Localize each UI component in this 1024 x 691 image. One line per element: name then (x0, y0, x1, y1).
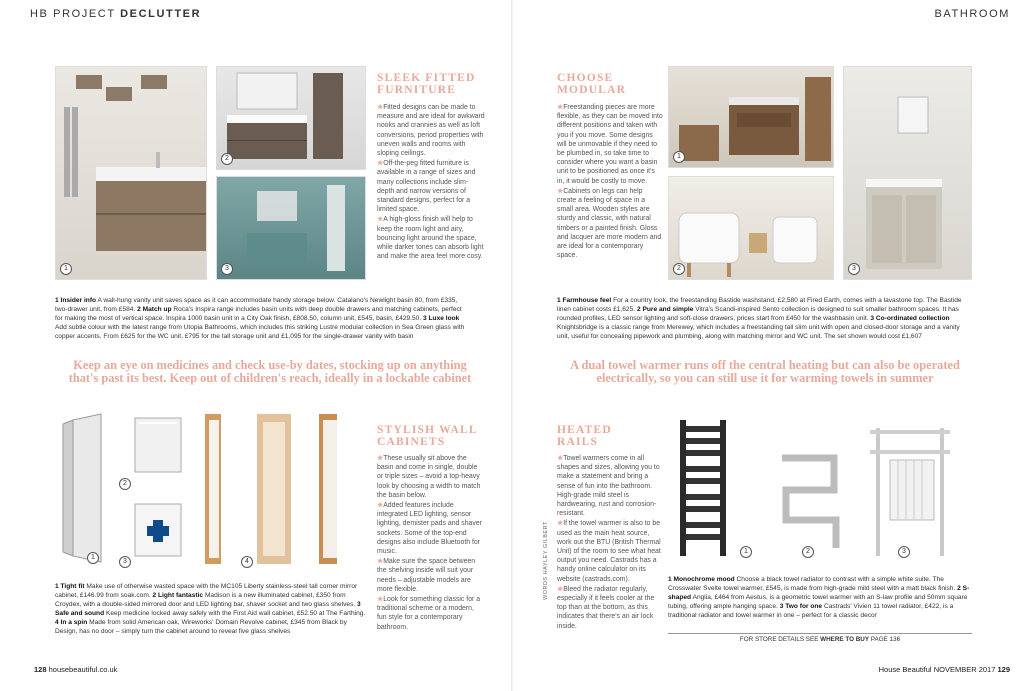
star-icon: ★ (377, 502, 384, 510)
sleek-para: ★Off-the-peg fitted furniture is available in a range of sizes and many collections include slim-depth and narrow versions of standard designs, perfect for a limited space. (377, 160, 476, 214)
footer-left (34, 665, 117, 674)
photo-vanity-unit (55, 66, 207, 280)
star-icon: ★ (377, 455, 384, 462)
photo-number: 1 (740, 546, 752, 558)
cabinet-illustrations (55, 412, 367, 568)
page-number-left: 128 (34, 665, 47, 674)
cabinet-photos (55, 412, 367, 568)
star-icon: ★ (377, 558, 384, 566)
lustre-illustration (217, 177, 366, 280)
sleek-para: ★Fitted designs can be made to measure and are ideal for awkward nooks and crannies as well as loft conversions, period properties with uneven walls and rooms with sloping ceilings. (377, 104, 485, 158)
choose-body (557, 103, 663, 281)
star-icon: ★ (557, 187, 564, 195)
photo-luxe-look (216, 176, 366, 280)
photo-match-up (216, 66, 366, 170)
photo-number: 1 (87, 552, 99, 564)
star-icon: ★ (557, 455, 564, 462)
stylish-heading: STYLISH WALL CABINETS (377, 424, 478, 448)
pull-quote-right: A dual towel warmer runs off the central heating but can also be operated electrically, so you can still use it for warming towels in summer (570, 358, 960, 385)
stylish-para: ★Look for something classic for a traditional scheme or a modern, fun style for a contemporary bathroom. (377, 596, 481, 631)
photo-number: 1 (673, 151, 685, 163)
heated-heading: HEATED RAILS (557, 424, 612, 448)
photo-number: 4 (241, 556, 253, 568)
caption-block-bottom-left (55, 582, 369, 646)
heated-para: ★Towel warmers come in all shapes and sizes, allowing you to make a statement and bring a sense of fun into the bathroom. High-grade mild steel is hardwearing, rust and corrosion-resistant. (557, 455, 660, 518)
star-icon: ★ (557, 104, 564, 111)
heated-para: ★Bleed the radiator regularly, especially if it feels cooler at the top than at the bottom, as this indicates that there's an air lock inside. (557, 585, 655, 630)
stylish-para: ★Make sure the space between the shelving inside will suit your needs – adjustable models are more flexible. (377, 558, 476, 593)
caption-block-top-left (55, 296, 471, 342)
footer-right (879, 665, 1010, 674)
caption-item: 2 S-shaped Anglia, £464 from Aestus, is a geometric towel warmer with an S-law profile and 50mm square tubing, offering ample hanging space. (668, 585, 970, 610)
photo-pure-simple (668, 176, 834, 280)
caption-item: 4 In a spin Made from solid American oak, Wireworks' Domain Revolve cabinet, £345 from Black by Design, has no door – simply turn the cabinet around to reveal five glass shelves (55, 619, 347, 635)
footer-website: housebeautiful.co.uk (48, 665, 118, 674)
caption-item: 3 Safe and sound Keep medicine locked away safely with the First Aid wall cabinet, £52.50 at The Farthing. (55, 601, 366, 617)
photo-number: 2 (802, 546, 814, 558)
sento-illustration (669, 177, 834, 280)
knightsbridge-illustration (844, 67, 972, 280)
store-details-line: FOR STORE DETAILS SEE WHERE TO BUY PAGE 136 (668, 633, 972, 643)
caption-item: 3 Co-ordinated collection Knightsbridge is a classic range from Merewey, which includes a freestanding tall slim unit with open and closed-door storage and a vanity unit, useful for concealing pipework and plumbing, along with matching mirror and WC unit. The set shown would cost £1,607 (557, 315, 960, 340)
towel-rail-illustrations (670, 420, 972, 560)
star-icon: ★ (377, 160, 384, 168)
page-fold (511, 0, 513, 691)
caption-item: 1 Insider info A wall-hung vanity unit saves space as it can accommodate handy storage below. Catalano's Newlight basin 80, from £335, two-drawer unit, from £584. (55, 297, 458, 313)
photo-number: 2 (221, 153, 233, 165)
caption-item: 2 Light fantastic Madison is a new illuminated cabinet, £350 from Croydex, with a double-sided mirrored door and LED lighting bar, shaver socket and two glass shelves. (55, 592, 356, 608)
footer-issue: NOVEMBER 2017 (933, 665, 996, 674)
caption-item: 1 Monochrome mood Choose a black towel radiator to contrast with a simple white suite. The Crosswater Svelte towel warmer, £545, is made from high-grade mild steel with a matt black finish. (668, 576, 956, 592)
footer-magazine: House Beautiful (878, 665, 932, 674)
photo-number: 2 (673, 263, 685, 275)
section-label-right: BATHROOM (934, 8, 1010, 20)
stylish-para: ★Added features include integrated LED lighting, sensor lighting, demister pads and shaver sockets. Some of the top-end designs also include Bluetooth for music. (377, 502, 482, 556)
heated-para: ★If the towel warmer is also to be used as the main heat source, work out the BTU (British Thermal Unit) of the room to see what heat output you need. Castrads has a handy online calculator on its website (castrads.com). (557, 520, 661, 583)
sleek-body (377, 103, 485, 281)
sleek-heading: SLEEK FITTED FURNITURE (377, 72, 476, 96)
photo-number: 3 (898, 546, 910, 558)
inspira-illustration (217, 67, 366, 170)
section-label-left (30, 8, 201, 20)
star-icon: ★ (377, 596, 384, 604)
heated-body (557, 454, 661, 634)
photo-farmhouse (668, 66, 834, 168)
star-icon: ★ (377, 216, 384, 224)
caption-block-bottom-right (668, 575, 972, 625)
caption-item: 1 Tight fit Make use of otherwise wasted space with the MC105 Liberty stainless-steel tall corner mirror cabinet, £146.99 from soak.com. (55, 583, 358, 599)
words-credit: WORDS HAYLEY GILBERT (543, 521, 549, 600)
caption-block-top-right (557, 296, 973, 342)
stylish-para: ★These usually sit above the basin and come in single, double or triple sizes – avoid a top-heavy look by choosing a width to match the basin below. (377, 455, 481, 499)
photo-number: 3 (119, 556, 131, 568)
photo-number: 1 (60, 263, 72, 275)
caption-item: 1 Farmhouse feel For a country look, the freestanding Bastide washstand, £2,580 at Fired Earth, comes with a lavastone top. The Bastide linen cabinet costs £1,625. (557, 297, 962, 313)
sleek-para: ★A high-gloss finish will help to keep the room light and airy, bouncing light around the space, while darker tones can absorb light and make the area feel more cosy. (377, 216, 484, 261)
pull-quote-left: Keep an eye on medicines and check use-by dates, stocking up on anything that's past its best. Keep out of children's reach, ideally in a lockable cabinet (68, 358, 472, 385)
caption-item: 3 Two for one Castrads' Vivien 11 towel radiator, £422, is a traditional radiator and towel warmer in one – perfect for a classic decor (668, 603, 954, 619)
stylish-body (377, 454, 485, 646)
vanity-illustration (56, 67, 207, 280)
bastide-illustration (669, 67, 834, 168)
star-icon: ★ (557, 585, 564, 593)
photo-number: 2 (119, 478, 131, 490)
section-bold: DECLUTTER (120, 8, 202, 20)
choose-heading: CHOOSE MODULAR (557, 72, 627, 96)
caption-item: 2 Match up Roca's Inspira range includes basin units with deep double drawers and matching cabinets, perfect for making the most of vertical space. Inspira 1000 basin unit in a City Oak finish, £808.50, column unit, £545, basin, £429.50. (55, 306, 462, 322)
page-number-right: 129 (997, 665, 1010, 674)
photo-number: 3 (221, 263, 233, 275)
photo-coordinated (843, 66, 972, 280)
caption-item: 2 Pure and simple Vitra's Scandi-inspired Sento collection is designed to suit smaller bathroom spaces. It has rounded profiles, LED sensor lighting and soft-close drawers, prices start from £450 for the washbasin unit. (557, 306, 959, 322)
section-prefix: HB PROJECT (30, 8, 116, 20)
choose-para: ★Freestanding pieces are more flexible, as they can be moved into different positions and taken with you if you move. Some designs will be unmovable if they need to be plumbed in, so take time to consider where you want a basin unit to be positioned as once it's in, it would be costly to move. (557, 104, 663, 185)
star-icon: ★ (377, 104, 384, 111)
photo-number: 3 (848, 263, 860, 275)
choose-para: ★Cabinets on legs can help create a feeling of space in a small area. Wooden styles are sturdy and classic, with natural timbers or a painted finish. Gloss and lacquer are more modern and are ideal for a contemporary space. (557, 187, 662, 260)
star-icon: ★ (557, 520, 564, 528)
towel-rail-photos (670, 420, 972, 560)
caption-item: 3 Luxe look Add subtle colour with the latest range from Utopia Bathrooms, which includes this striking Lustre modular collection in Sea Green glass with copper accents. From £625 for the WC unit, £795 for the tall storage unit and £1,095 for the single-drawer vanity with basin (55, 315, 465, 340)
